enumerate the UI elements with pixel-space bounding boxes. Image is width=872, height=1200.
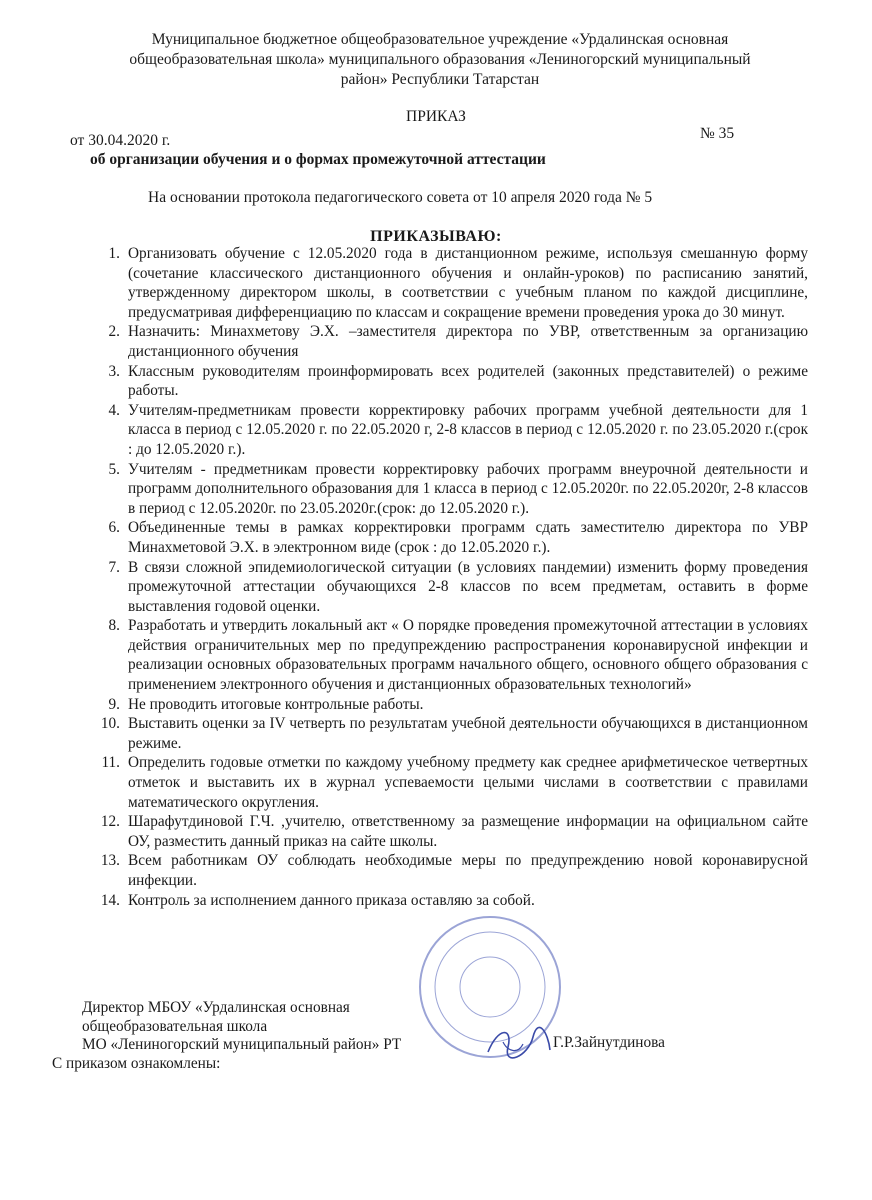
item-number: 2.: [108, 323, 120, 341]
header-line-2: общеобразовательная школа» муниципального образования «Лениногорский муниципальный: [129, 51, 751, 68]
order-item: [80, 460, 808, 519]
item-text: Всем работникам ОУ соблюдать необходимые меры по предупреждению новой коронавирусной инфекции.: [128, 852, 808, 889]
order-items-list: [80, 244, 808, 910]
item-text: Выставить оценки за IV четверть по результатам учебной деятельности обучающихся в дистанционном режиме.: [128, 715, 808, 752]
order-item: [80, 322, 808, 361]
item-number: 4.: [108, 401, 120, 419]
order-subject: об организации обучения и о формах промежуточной аттестации: [90, 151, 546, 168]
item-text: Классным руководителям проинформировать всех родителей (законных представителей) о режиме работы.: [128, 362, 808, 400]
order-basis: На основании протокола педагогического совета от 10 апреля 2020 года № 5: [148, 189, 653, 206]
item-number: 9.: [108, 695, 120, 713]
item-text: Назначить: Минахметову Э.Х. –заместителя директора по УВР, ответственным за организацию дистанционного обучения: [128, 323, 808, 360]
signature-block: [82, 999, 401, 1055]
item-text: Организовать обучение с 12.05.2020 года в дистанционном режиме, используя смешанную форму (сочетание классического дистанционного обучения и онлайн-уроков) по расписанию занятий, утвержденному директором школы, в соответствии с учебным планом по каждой дисциплине, предусматривая дифференциацию по классам и сокращение времени проведения урока до 30 минут.: [128, 245, 808, 321]
item-number: 12.: [100, 813, 120, 831]
acknowledged-label: С приказом ознакомлены:: [52, 1055, 221, 1072]
order-item: [80, 616, 808, 694]
item-text: Контроль за исполнением данного приказа оставляю за собой.: [128, 891, 535, 909]
order-item: [80, 812, 808, 851]
order-item: [80, 851, 808, 890]
order-item: [80, 753, 808, 812]
handwritten-signature: [478, 1022, 558, 1062]
item-number: 6.: [108, 519, 120, 537]
item-text: Объединенные темы в рамках корректировки программ сдать заместителю директора по УВР Минахметовой Э.Х. в электронном виде (срок : до 12.05.2020 г.).: [128, 519, 808, 556]
order-item: [80, 558, 808, 617]
item-number: 11.: [101, 754, 120, 772]
item-number: 7.: [108, 558, 120, 576]
item-text: Не проводить итоговые контрольные работы.: [128, 695, 424, 713]
order-item: [80, 362, 808, 401]
item-text: Учителям-предметникам провести корректировку рабочих программ учебной деятельности для 1 класса в период с 12.05.2020 г. по 22.05.2020 г, 2-8 классов в период с 12.05.2020 г. по 23.05.2020 г.(срок : до 12.05.2020 г.).: [128, 401, 808, 458]
item-number: 3.: [108, 362, 120, 380]
order-number: № 35: [700, 125, 735, 142]
order-title: ПРИКАЗ: [406, 108, 466, 125]
signature-line-3: МО «Лениногорский муниципальный район» РТ: [82, 1036, 402, 1053]
item-text: Учителям - предметникам провести корректировку рабочих программ внеурочной деятельности и программ дополнительного образования для 1 класса в период с 12.05.2020г. по 22.05.2020г, 2-8 классов в период с 12.05.2020г. по 23.05.2020г.(срок: до 12.05.2020 г.).: [128, 460, 808, 517]
item-text: Шарафутдиновой Г.Ч. ,учителю, ответственному за размещение информации на официальном сайте ОУ, разместить данный приказ на сайте школы.: [128, 813, 808, 850]
item-number: 13.: [100, 852, 120, 870]
header-line-3: район» Республики Татарстан: [340, 71, 540, 88]
order-item: [80, 244, 808, 322]
item-text: Разработать и утвердить локальный акт « О порядке проведения промежуточной аттестации в условиях действия ограничительных мер по предупреждению распространения коронавирусной инфекции и реализации основных образовательных программ начального общего, основного общего образования с применением электронного обучения и дистанционных образовательных технологий»: [128, 617, 808, 694]
director-name: Г.Р.Зайнутдинова: [553, 1034, 665, 1051]
order-heading: ПРИКАЗЫВАЮ:: [370, 228, 502, 245]
item-number: 1.: [108, 245, 120, 262]
order-date: от 30.04.2020 г.: [70, 132, 171, 149]
institution-header: [90, 30, 790, 90]
order-item: [80, 518, 808, 557]
item-text: Определить годовые отметки по каждому учебному предмету как среднее арифметическое четвертных отметок и выставить их в журнал успеваемости целыми числами в соответствии с правилами математического округления.: [128, 754, 808, 811]
order-item: [80, 401, 808, 460]
signature-line-2: общеобразовательная школа: [82, 1017, 268, 1035]
item-number: 5.: [108, 460, 120, 478]
item-number: 14.: [100, 891, 120, 909]
order-item: [80, 714, 808, 753]
order-item: [80, 695, 808, 715]
signature-line-1: Директор МБОУ «Урдалинская основная: [82, 999, 350, 1016]
order-item: [80, 891, 808, 911]
item-number: 8.: [108, 617, 120, 635]
stamp-center-ring: [460, 957, 520, 1017]
item-number: 10.: [100, 715, 120, 733]
header-line-1: Муниципальное бюджетное общеобразовательное учреждение «Урдалинская основная: [151, 31, 729, 48]
item-text: В связи сложной эпидемиологической ситуации (в условиях пандемии) изменить форму проведения промежуточной аттестации обучающихся 2-8 классов по всем предметам, оставить в форме выставления годовой оценки.: [128, 558, 808, 615]
